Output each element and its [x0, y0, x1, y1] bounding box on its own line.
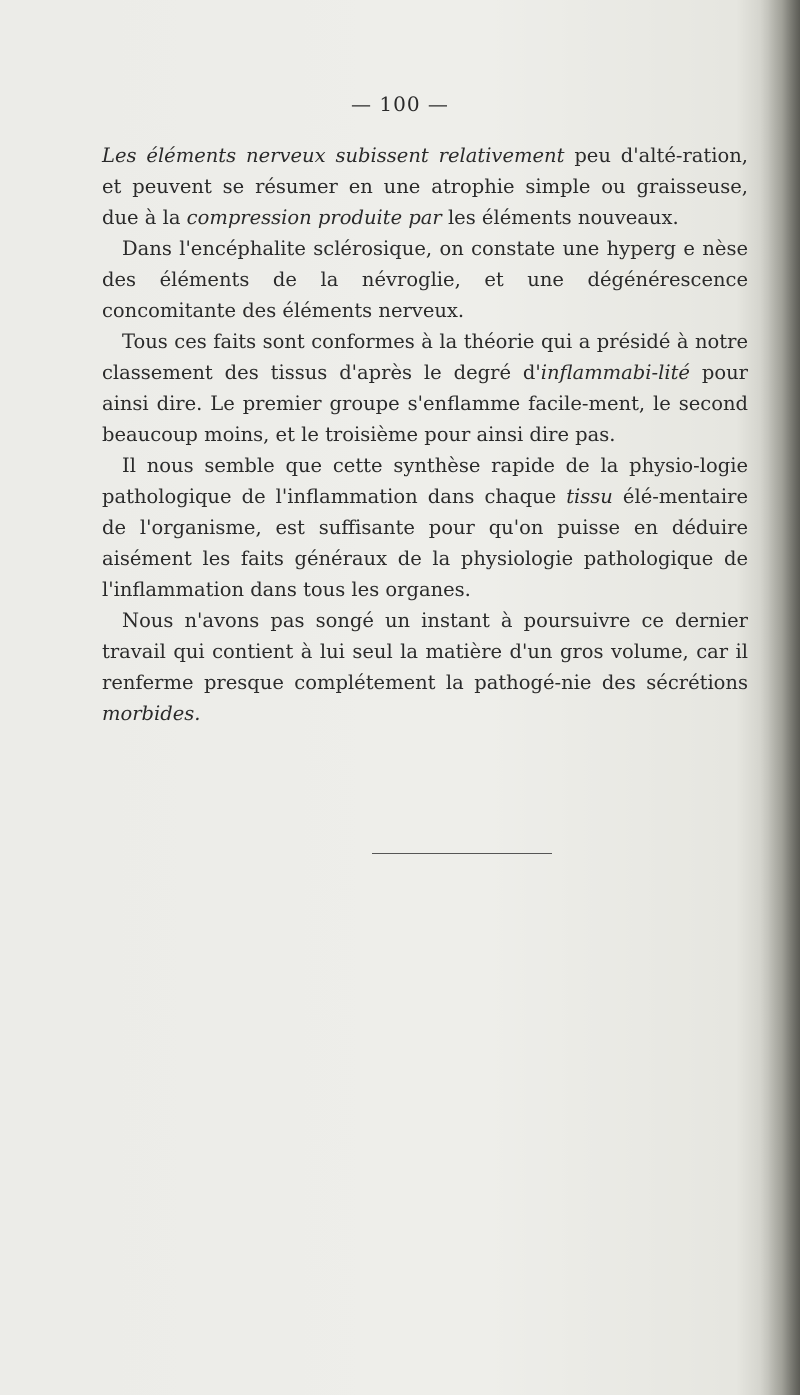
italic-phrase: morbides.	[102, 702, 201, 725]
end-rule	[372, 853, 552, 854]
text-run: peu d'alté-ration, et peuvent se résumer en une atrophie simple ou graisseuse, due à la	[102, 144, 748, 229]
page-number: — 100 —	[351, 92, 449, 116]
paragraph-2: Dans l'encéphalite sclérosique, on constate une hyperg e nèse des éléments de la névroglie, et une dégénérescence concomitante des éléments nerveux.	[102, 237, 748, 322]
text-run: Tous ces faits sont conformes à la théorie qui a présidé à notre classement des tissus d'après le degré d'	[102, 330, 748, 384]
text-run: élé-mentaire de l'organisme, est suffisante pour qu'on puisse en déduire aisément les faits généraux de la physiologie pathologique de l'inflammation dans tous les organes.	[102, 485, 748, 601]
text-run: les éléments nouveaux.	[441, 206, 679, 229]
text-run: Il nous semble que cette synthèse rapide de la physio-logie pathologique de l'inflammation dans chaque	[102, 454, 748, 508]
body-text	[102, 140, 748, 729]
italic-phrase: Les éléments nerveux subissent relativement	[102, 144, 565, 167]
paragraph-5	[102, 605, 748, 729]
italic-phrase: inflammabi-lité	[540, 361, 690, 384]
paragraph-4	[102, 450, 748, 605]
italic-phrase: tissu	[566, 485, 613, 508]
text-run: pour ainsi dire. Le premier groupe s'enflamme facile-ment, le second beaucoup moins, et le troisième pour ainsi dire pas.	[102, 361, 748, 446]
paragraph-1	[102, 140, 748, 233]
paragraph-3	[102, 326, 748, 450]
italic-phrase: compression produite par	[186, 206, 442, 229]
text-run: Nous n'avons pas songé un instant à poursuivre ce dernier travail qui contient à lui seul la matière d'un gros volume, car il renferme presque complétement la pathogé-nie des sécrétions	[102, 609, 748, 694]
page-edge-shadow	[760, 0, 800, 1395]
